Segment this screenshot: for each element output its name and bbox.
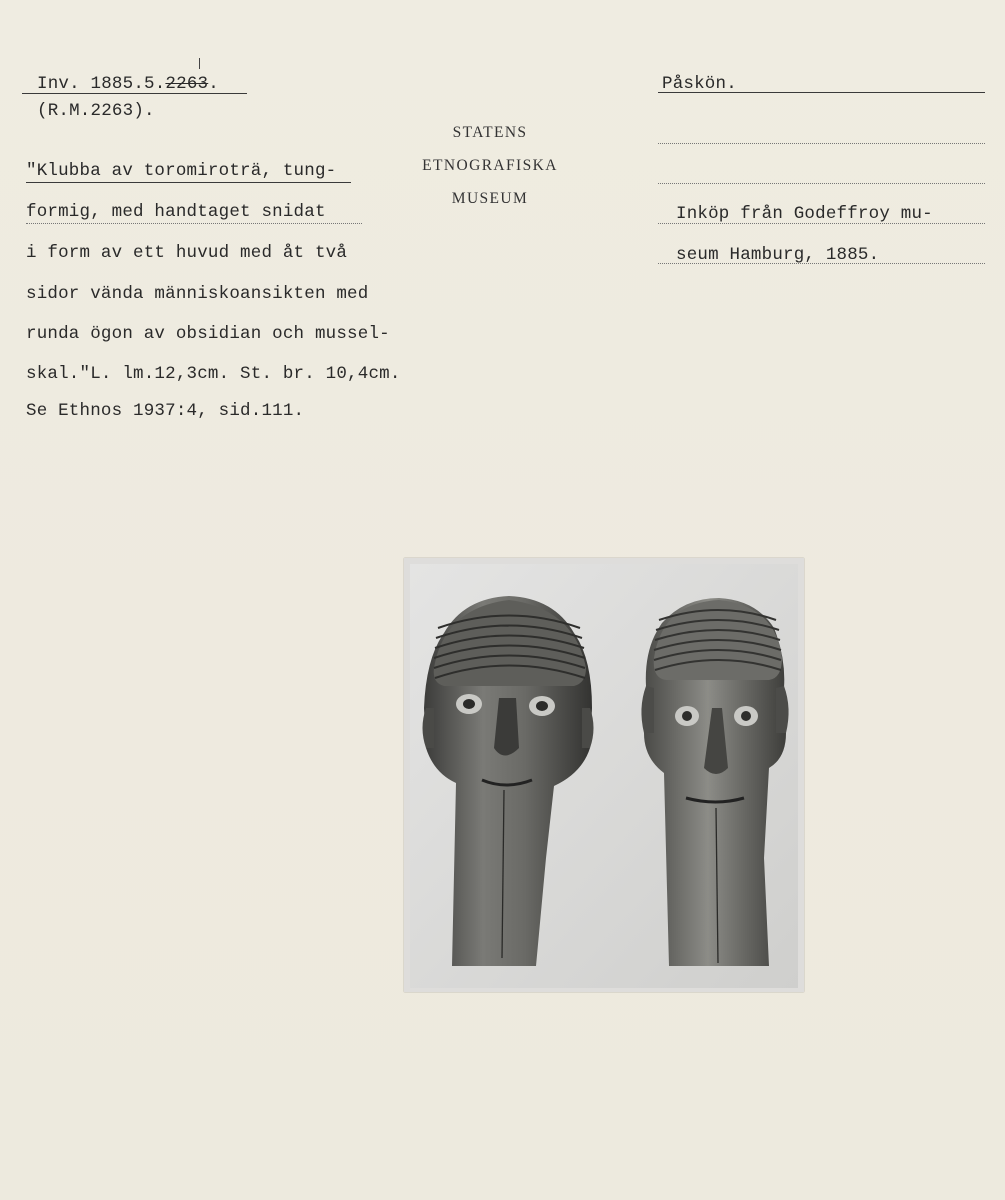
dotted-rule-2 (658, 183, 985, 184)
inventory-number-suffix: . (208, 74, 219, 94)
provenance-line-1: Inköp från Godeffroy mu- (676, 204, 933, 224)
stamp-line-2: ETNOGRAFISKA (422, 157, 558, 174)
rm-number: (R.M.2263). (37, 101, 155, 121)
inventory-number-prefix: Inv. 1885.5. (37, 74, 166, 94)
description-dotted-underline (26, 223, 362, 224)
inventory-underline (22, 93, 247, 94)
stamp-line-3: MUSEUM (451, 190, 529, 207)
handwritten-tick-mark (199, 58, 200, 69)
place-label: Påskön. (662, 74, 737, 94)
description-line-6: skal."L. lm.12,3cm. St. br. 10,4cm. (26, 364, 401, 384)
description-line-2: formig, med handtaget snidat (26, 202, 326, 222)
museum-stamp (400, 116, 580, 215)
carved-club-heads-image (404, 558, 804, 992)
description-line-3: i form av ett huvud med åt två (26, 243, 348, 263)
provenance-line-2: seum Hamburg, 1885. (676, 245, 880, 265)
description-line-4: sidor vända människoansikten med (26, 284, 369, 304)
inventory-number-struck: 2263 (165, 74, 209, 94)
description-line-5: runda ögon av obsidian och mussel- (26, 324, 390, 344)
description-underline-1 (26, 182, 351, 183)
description-line-1: "Klubba av toromiroträ, tung- (26, 161, 337, 181)
object-photograph (404, 558, 804, 992)
stamp-line-1: STATENS (452, 124, 528, 141)
place-underline (658, 92, 985, 93)
description-line-7: Se Ethnos 1937:4, sid.111. (26, 401, 305, 421)
dotted-rule-1 (658, 143, 985, 144)
inventory-number (37, 74, 219, 94)
